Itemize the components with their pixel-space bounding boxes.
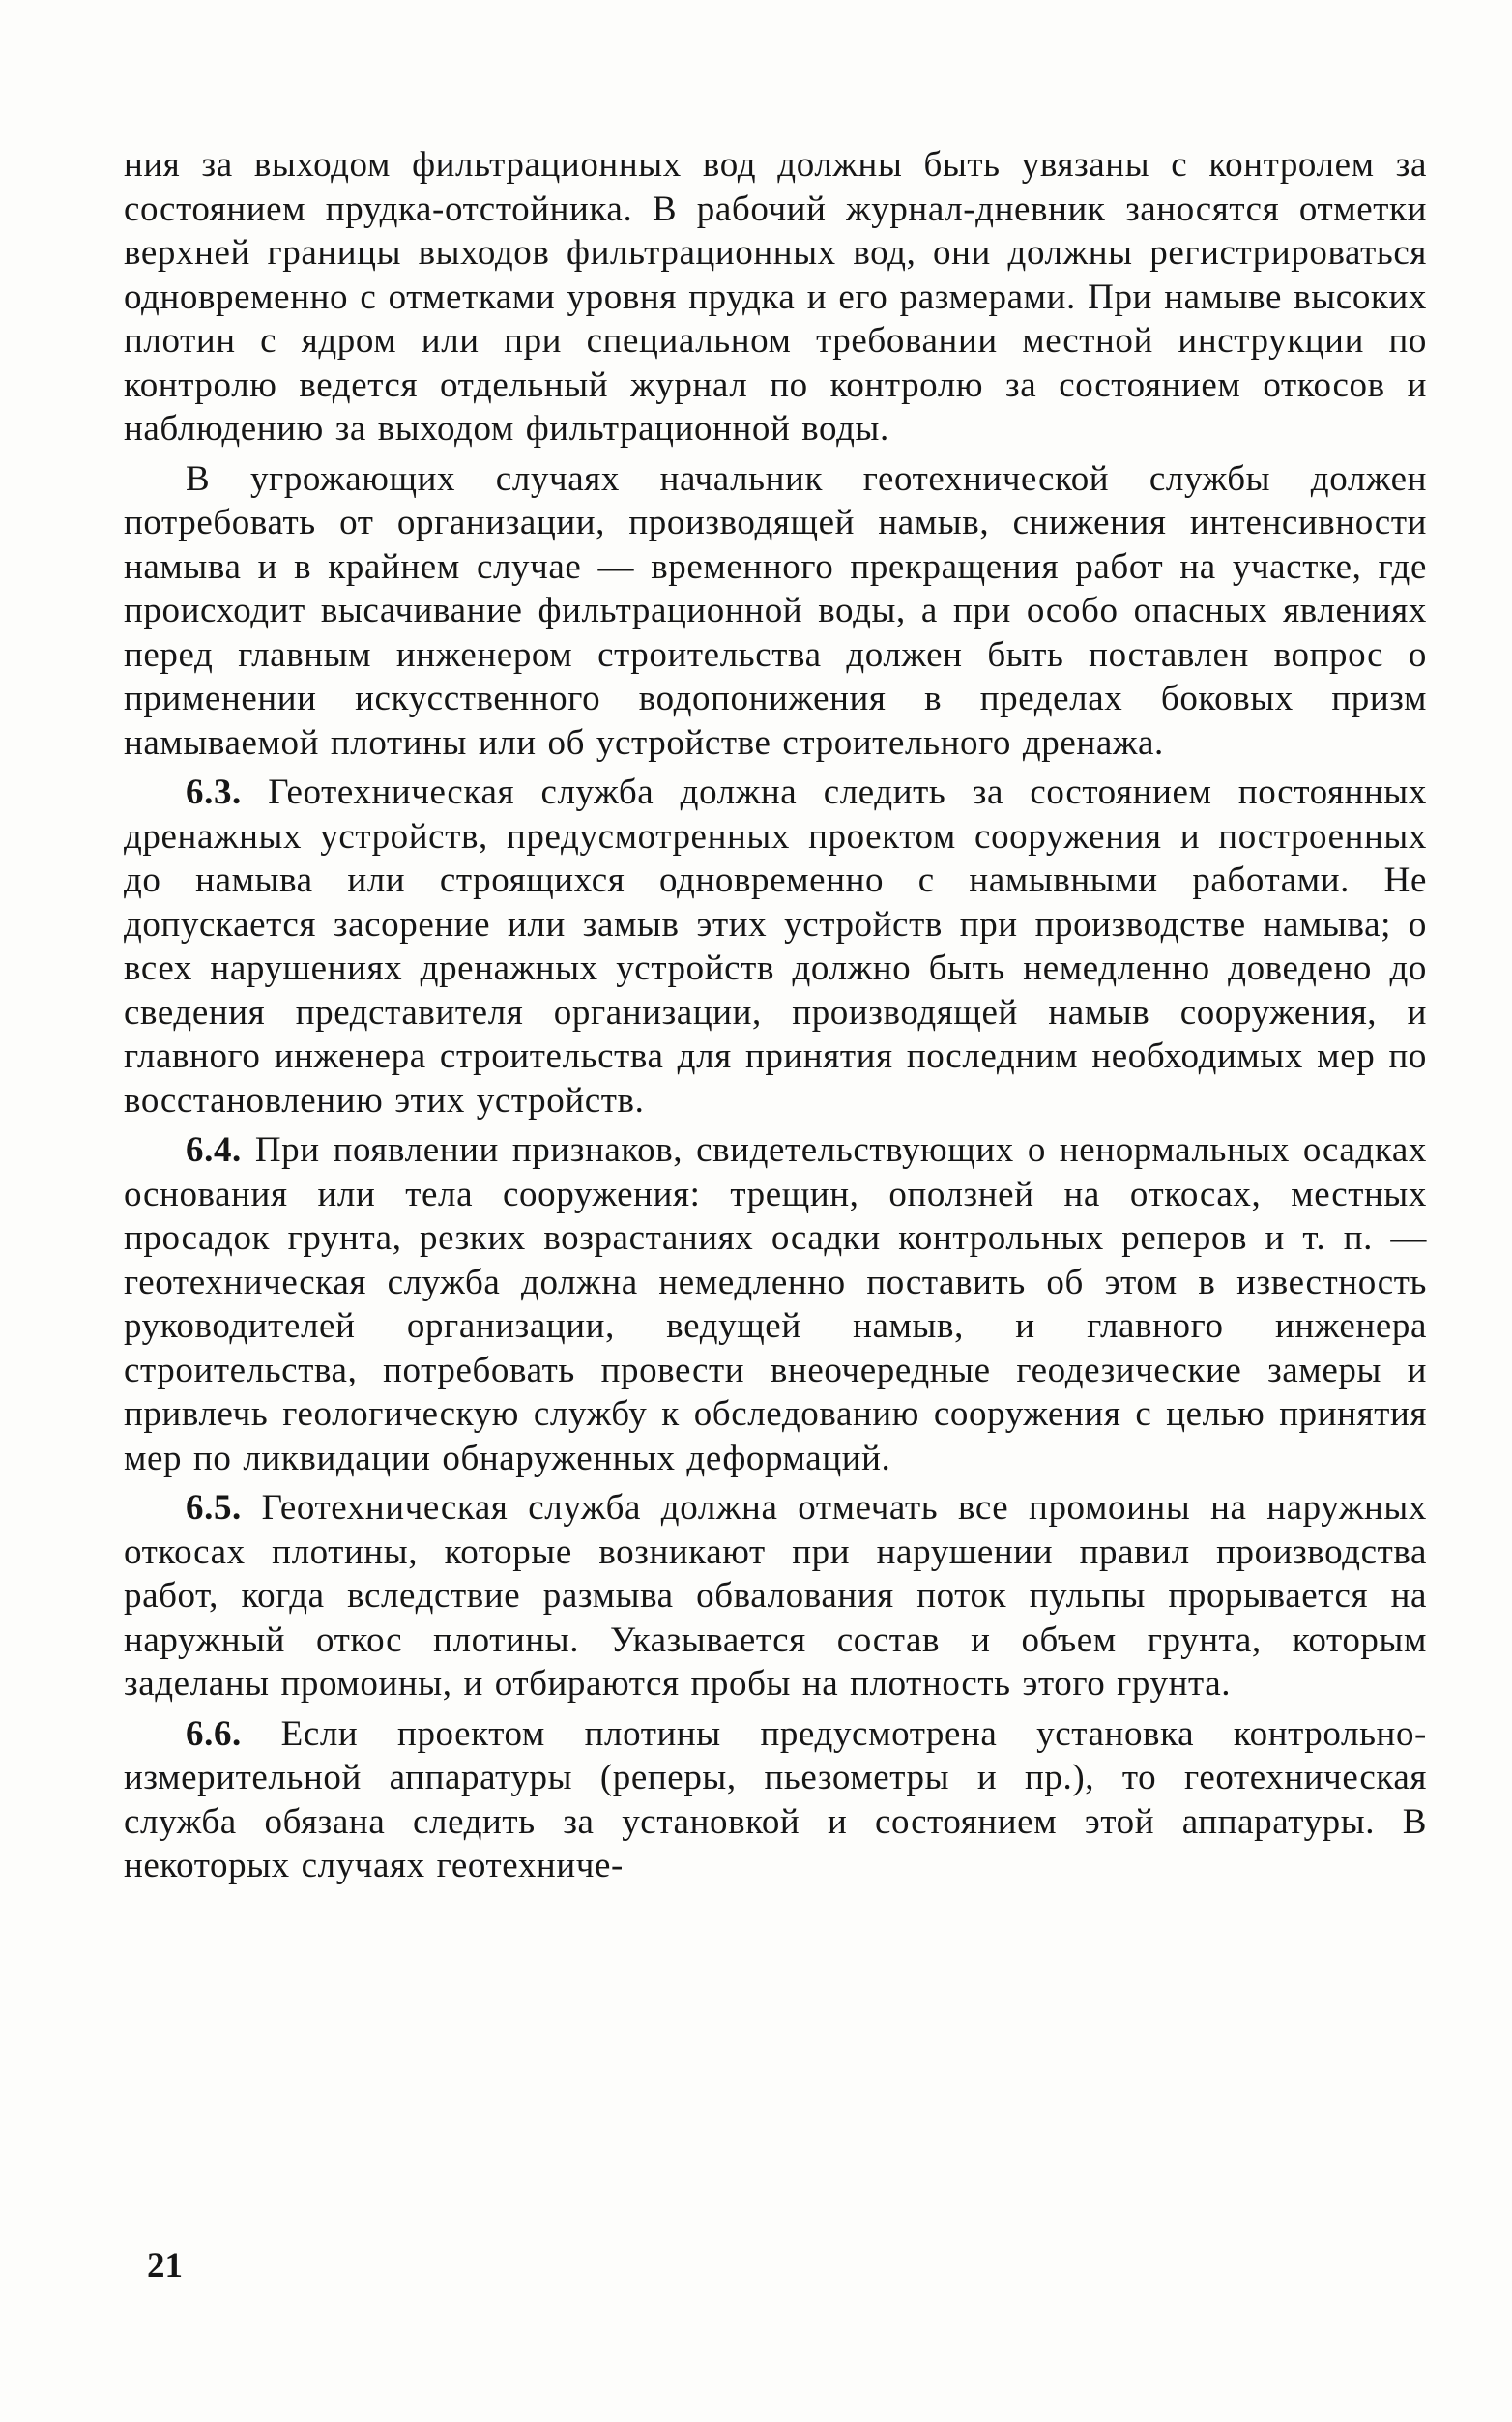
body-text (124, 143, 1427, 1894)
paragraph-text: Геотехническая служба должна следить за состоянием постоянных дренажных устройств, предусмотренных проектом сооружения и построенных до намыва или строящихся одновременно с намывными работами. Не допускается засорение или замыв этих устройств при производстве намыва; о всех нарушениях дренажных устройств должно быть немедленно доведено до сведения представителя организации, производящей намыв сооружения, и главного инженера строительства для принятия последним необходимых мер по восстановлению этих устройств. (124, 773, 1427, 1121)
paragraph-continuation (124, 143, 1427, 452)
paragraph-text: Геотехническая служба должна отмечать все промоины на наружных откосах плотины, которые возникают при нарушении правил производства работ, когда вследствие размыва обвалования поток пульпы прорывается на наружный откос плотины. Указывается состав и объем грунта, которым заделаны промоины, и отбираются пробы на плотность этого грунта. (124, 1488, 1427, 1704)
paragraph-text: При появлении признаков, свидетельствующих о ненормальных осадках основания или тела сооружения: трещин, оползней на откосах, местных просадок грунта, резких возрастаниях осадки контрольных реперов и т. п. — геотехническая служба должна немедленно поставить об этом в известность руководителей организации, ведущей намыв, и главного инженера строительства, потребовать провести внеочередные геодезические замеры и привлечь геологическую службу к обследованию сооружения с целью принятия мер по ликвидации обнаруженных деформаций. (124, 1130, 1427, 1478)
section-6-4 (124, 1128, 1427, 1480)
section-number: 6.6. (186, 1713, 242, 1754)
paragraph-text: Если проектом плотины предусмотрена установка контрольно-измерительной аппаратуры (реперы, пьезометры и пр.), то геотехническая служба обязана следить за установкой и состоянием этой аппаратуры. В некоторых случаях геотехниче- (124, 1713, 1427, 1885)
paragraph-text: В угрожающих случаях начальник геотехнической службы должен потребовать от организации, производящей намыв, снижения интенсивности намыва и в крайнем случае — временного прекращения работ на участке, где происходит высачивание фильтрационной воды, а при особо опасных явлениях перед главным инженером строительства должен быть поставлен вопрос о применении искусственного водопонижения в пределах боковых призм намываемой плотины или об устройстве строительного дренажа. (124, 458, 1427, 763)
section-6-3 (124, 771, 1427, 1123)
section-6-5 (124, 1486, 1427, 1707)
section-number: 6.3. (186, 773, 242, 812)
section-number: 6.5. (186, 1488, 242, 1528)
page-number: 21 (147, 2246, 183, 2286)
section-6-6 (124, 1712, 1427, 1888)
paragraph (124, 457, 1427, 766)
paragraph-text: ния за выходом фильтрационных вод должны быть увязаны с контролем за состоянием прудка-отстойника. В рабочий журнал-дневник заносятся отметки верхней границы выходов фильтрационных вод, они должны регистрироваться одновременно с отметками уровня прудка и его размерами. При намыве высоких плотин с ядром или при специальном требовании местной инструкции по контролю ведется отдельный журнал по контролю за состоянием откосов и наблюдению за выходом фильтрационной воды. (124, 145, 1427, 449)
section-number: 6.4. (186, 1130, 242, 1170)
